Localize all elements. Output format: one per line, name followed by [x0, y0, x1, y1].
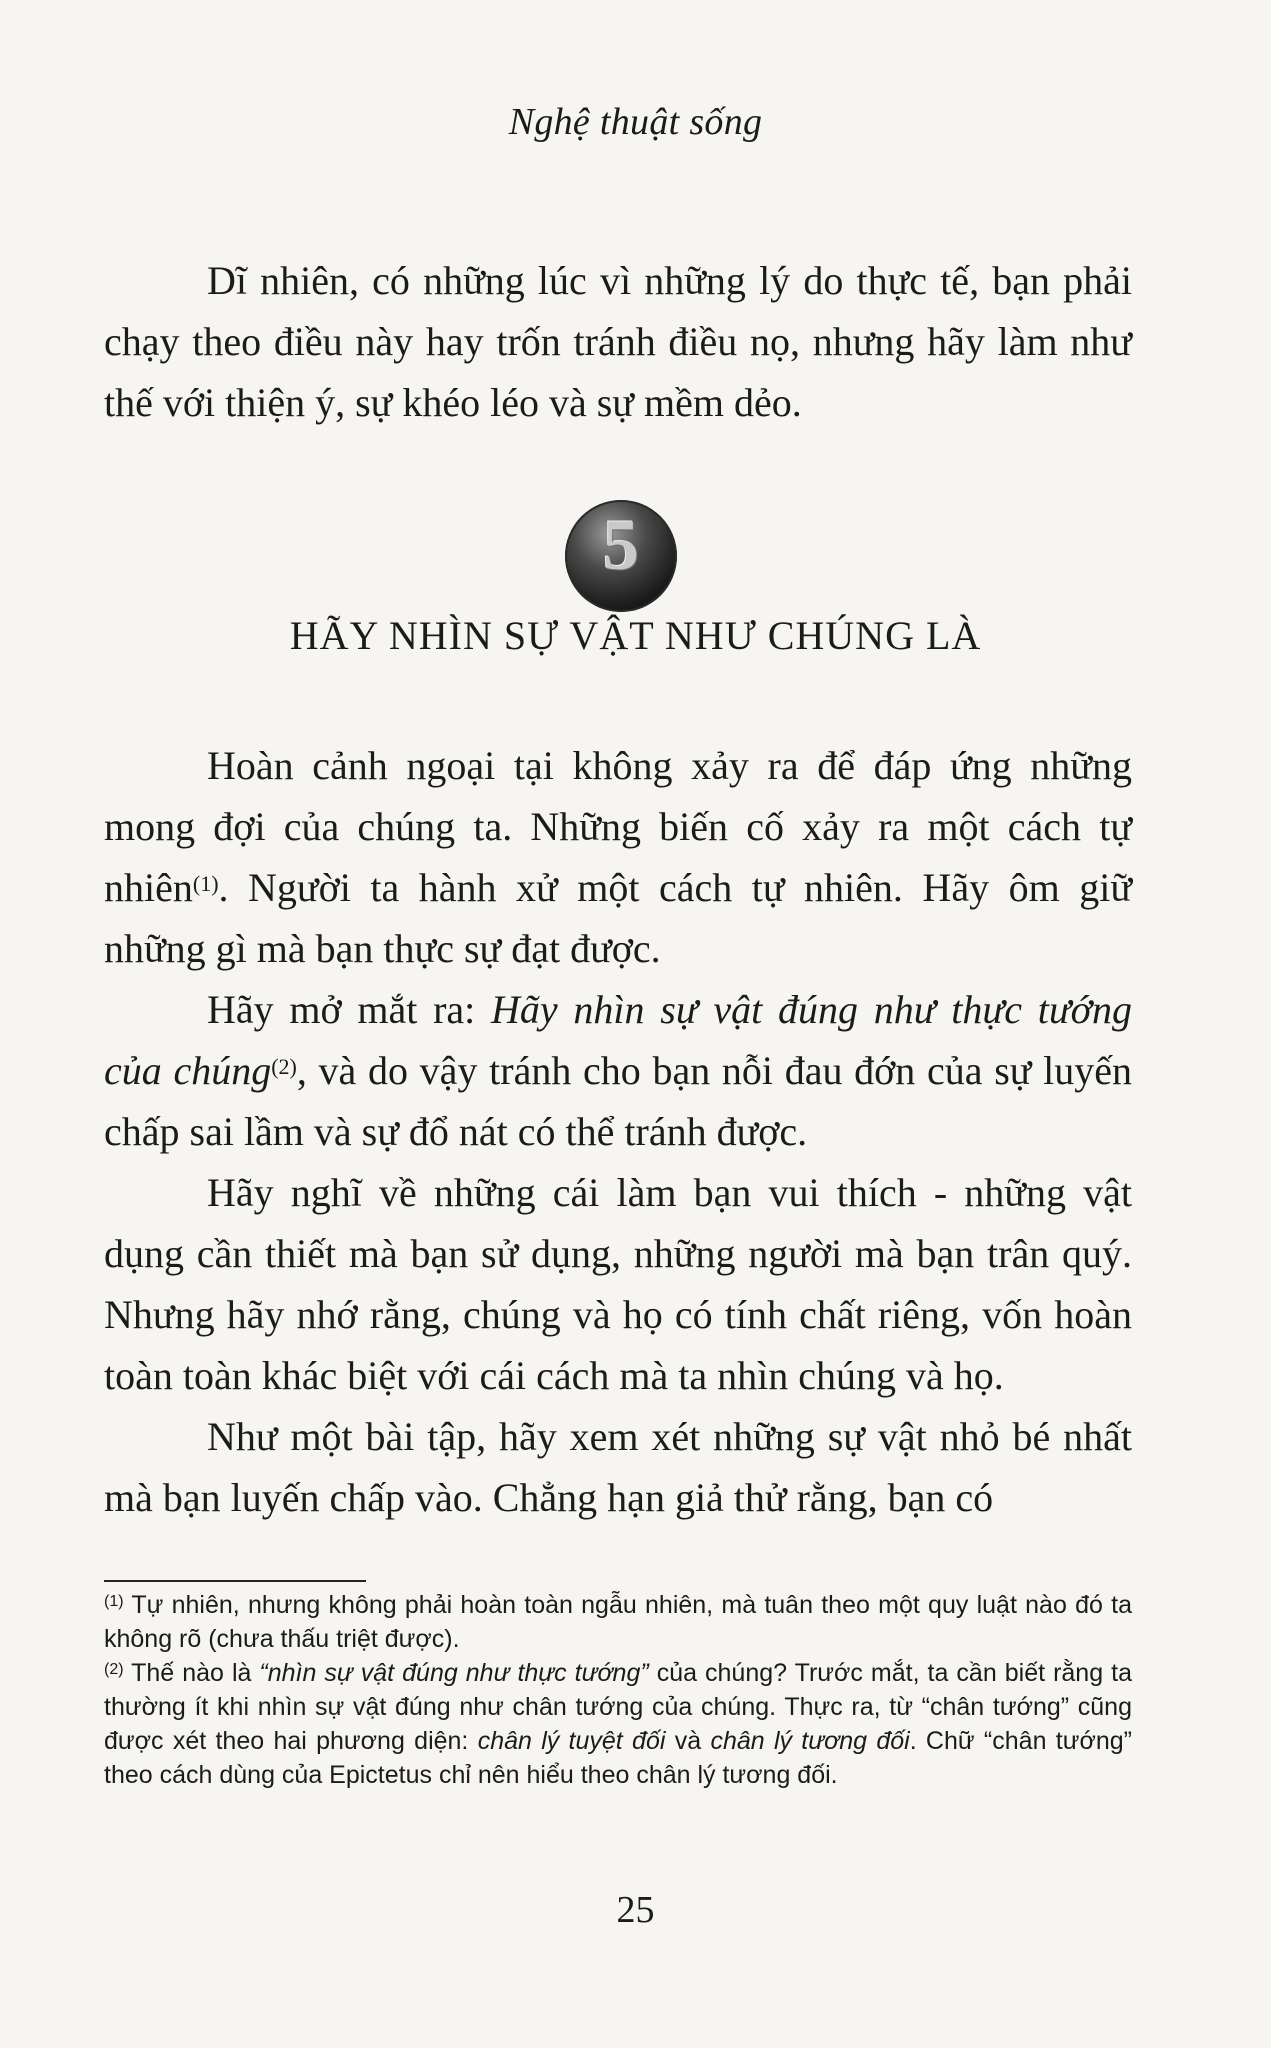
paragraph-3: Hãy nghĩ về những cái làm bạn vui thích - những vật dụng cần thiết mà bạn sử dụng, những người mà bạn trân quý. Nhưng hãy nhớ rằng, chúng và họ có tính chất riêng, vốn hoàn toàn toàn khác biệt với cái cách mà ta nhìn chúng và họ.	[104, 1170, 1132, 1398]
paragraph-1-text-b: . Người ta hành xử một cách tự nhiên. Hãy ôm giữ những gì mà bạn thực sự đạt được.	[104, 865, 1132, 971]
running-header: Nghệ thuật sống	[508, 101, 763, 143]
paragraph-2-italic: Hãy nhìn sự vật đúng như thực tướng của chúng	[104, 987, 1133, 1093]
intro-text	[104, 250, 1132, 433]
footnote-ref-1: (1)	[192, 871, 219, 896]
footnote-2-italic-2: chân lý tuyệt đối	[477, 1727, 666, 1755]
paragraph-2-text-b: , và do vậy tránh cho bạn nỗi đau đớn của sự luyến chấp sai lầm và sự đổ nát có thể tránh được.	[104, 1048, 1132, 1154]
footnote-2-italic-1: “nhìn sự vật đúng như thực tướng”	[259, 1659, 649, 1687]
page-number: 25	[616, 1889, 655, 1931]
footnote-2-mark: (2)	[104, 1661, 124, 1678]
footnote-2-text-c: và	[665, 1727, 711, 1755]
paragraph-2	[104, 979, 1132, 1162]
paragraph-1-text-a: Hoàn cảnh ngoại tại không xảy ra để đáp ứng những mong đợi của chúng ta. Những biến cố xảy ra một cách tự nhiên	[104, 743, 1132, 910]
footnotes	[104, 1588, 1132, 1792]
footnote-2-italic-3: chân lý tương đối	[710, 1727, 910, 1755]
footnote-1	[104, 1588, 1132, 1656]
paragraph-2-text-a: Hãy mở mắt ra:	[207, 987, 492, 1032]
footnote-2-text-a: Thế nào là	[123, 1659, 260, 1687]
footnote-ref-2: (2)	[271, 1054, 297, 1079]
footnote-2-text-d: . Chữ “chân tướng” theo cách dùng của Epictetus chỉ nên hiểu theo chân lý tương đối.	[104, 1727, 1132, 1789]
paragraph-4: Như một bài tập, hãy xem xét những sự vật nhỏ bé nhất mà bạn luyến chấp vào. Chẳng hạn giả thử rằng, bạn có	[104, 1414, 1132, 1520]
chapter-number-badge	[565, 500, 677, 612]
main-text	[104, 735, 1132, 1528]
footnote-1-text: Tự nhiên, nhưng không phải hoàn toàn ngẫu nhiên, mà tuân theo một quy luật nào đó ta không rõ (chưa thấu triệt được).	[104, 1591, 1132, 1653]
paragraph-1	[104, 735, 1132, 979]
intro-paragraph: Dĩ nhiên, có những lúc vì những lý do thực tế, bạn phải chạy theo điều này hay trốn tránh điều nọ, nhưng hãy làm như thế với thiện ý, sự khéo léo và sự mềm dẻo.	[104, 258, 1132, 425]
footnote-2	[104, 1656, 1132, 1792]
chapter-number: 5	[603, 505, 639, 585]
chapter-title: HÃY NHÌN SỰ VẬT NHƯ CHÚNG LÀ	[289, 613, 982, 658]
footnote-1-mark: (1)	[104, 1593, 124, 1610]
footnote-2-text-b: của chúng? Trước mắt, ta cần biết rằng ta thường ít khi nhìn sự vật đúng như chân tướng của chúng. Thực ra, từ “chân tướng” cũng được xét theo hai phương diện:	[104, 1659, 1132, 1755]
footnote-divider	[104, 1580, 366, 1582]
